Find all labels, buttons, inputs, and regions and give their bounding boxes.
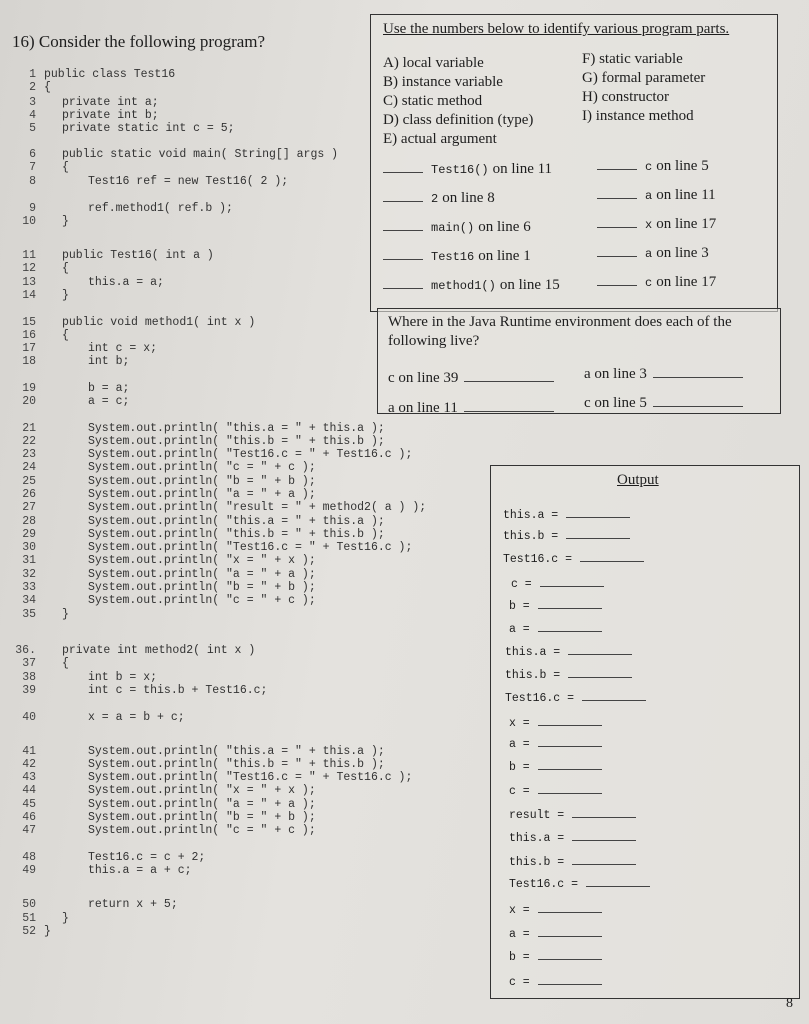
output-label: Test16.c = [503, 553, 573, 566]
code-line [10, 249, 214, 262]
line-number: 42 [22, 758, 36, 771]
code-text: private static int c = 5; [62, 122, 235, 135]
output-label: b = [509, 600, 530, 613]
code-text: public class Test16 [44, 68, 176, 81]
code-line [10, 96, 159, 109]
code-line [10, 435, 385, 448]
output-line [509, 757, 602, 775]
code-text: { [44, 81, 51, 94]
output-line [509, 947, 602, 965]
runtime-item [388, 397, 554, 417]
code-text: { [62, 262, 69, 275]
line-number: 50 [22, 898, 36, 911]
answer-blank[interactable] [538, 900, 602, 913]
output-line [509, 874, 650, 892]
code-text: System.out.println( "this.a = " + this.a ); [88, 422, 385, 435]
part-code: 2 [431, 192, 439, 206]
code-text: System.out.println( "this.b = " + this.b ); [88, 528, 385, 541]
answer-blank[interactable] [538, 596, 602, 609]
code-text: x = a = b + c; [88, 711, 185, 724]
line-number: 31 [22, 554, 36, 567]
part-item [383, 245, 531, 265]
part-code: a [645, 247, 653, 261]
answer-blank[interactable] [597, 242, 637, 257]
line-number: 37 [22, 657, 36, 670]
line-number: 14 [22, 289, 36, 302]
line-number: 32 [22, 568, 36, 581]
line-number: 48 [22, 851, 36, 864]
legend-item: D) class definition (type) [383, 112, 534, 128]
legend-item: B) instance variable [383, 74, 503, 90]
code-line [10, 554, 316, 567]
part-code: method1() [431, 279, 496, 293]
code-line [10, 382, 130, 395]
legend-item: I) instance method [582, 108, 694, 124]
code-line [10, 122, 235, 135]
output-line [509, 805, 636, 823]
code-line [10, 644, 256, 657]
answer-blank[interactable] [586, 874, 650, 887]
code-line [10, 355, 130, 368]
line-number: 18 [22, 355, 36, 368]
code-text: b = a; [88, 382, 130, 395]
question-title: 16) Consider the following program? [12, 32, 266, 51]
code-line [10, 202, 233, 215]
output-line [503, 526, 630, 544]
code-text: Test16 ref = new Test16( 2 ); [88, 175, 289, 188]
code-line [10, 475, 316, 488]
answer-blank[interactable] [566, 526, 630, 539]
code-line [10, 81, 51, 94]
part-text: on line 17 [656, 216, 717, 232]
output-label: x = [509, 717, 530, 730]
runtime-item-label: a on line 11 [388, 400, 458, 416]
answer-blank[interactable] [572, 852, 636, 865]
line-number: 9 [29, 202, 36, 215]
answer-blank[interactable] [580, 549, 644, 562]
code-text: int c = x; [88, 342, 158, 355]
answer-blank[interactable] [568, 642, 632, 655]
code-text: private int method2( int x ) [62, 644, 256, 657]
code-text: System.out.println( "c = " + c ); [88, 461, 316, 474]
code-text: System.out.println( "x = " + x ); [88, 554, 316, 567]
output-label: this.a = [505, 646, 561, 659]
part-item [597, 242, 709, 262]
output-label: result = [509, 809, 565, 822]
part-text: on line 11 [492, 161, 553, 177]
answer-blank[interactable] [538, 734, 602, 747]
answer-blank[interactable] [464, 397, 554, 412]
code-text: int b = x; [88, 671, 158, 684]
line-number: 52 [22, 925, 36, 938]
code-line [10, 608, 69, 621]
part-text: on line 3 [656, 245, 709, 261]
output-line [509, 781, 602, 799]
line-number: 30 [22, 541, 36, 554]
answer-blank[interactable] [568, 665, 632, 678]
code-text: System.out.println( "this.a = " + this.a ); [88, 745, 385, 758]
code-text: System.out.println( "b = " + b ); [88, 581, 316, 594]
code-text: } [62, 912, 69, 925]
answer-blank[interactable] [597, 155, 637, 170]
line-number: 33 [22, 581, 36, 594]
answer-blank[interactable] [566, 505, 630, 518]
code-text: System.out.println( "this.a = " + this.a ); [88, 515, 385, 528]
line-number: 10 [22, 215, 36, 228]
code-text: ref.method1( ref.b ); [88, 202, 233, 215]
answer-blank[interactable] [582, 688, 646, 701]
code-line [10, 215, 69, 228]
output-line [509, 713, 602, 731]
code-text: { [62, 657, 69, 670]
code-line [10, 461, 316, 474]
answer-blank[interactable] [538, 619, 602, 632]
answer-blank[interactable] [653, 392, 743, 407]
code-text: System.out.println( "Test16.c = " + Test16.c ); [88, 541, 413, 554]
line-number: 19 [22, 382, 36, 395]
part-item [597, 213, 716, 233]
code-line [10, 148, 339, 161]
output-box [490, 465, 800, 999]
code-text: System.out.println( "a = " + a ); [88, 798, 316, 811]
code-line [10, 161, 69, 174]
code-text: } [44, 925, 51, 938]
line-number: 51 [22, 912, 36, 925]
runtime-item [584, 363, 743, 383]
output-label: x = [509, 904, 530, 917]
output-label: a = [509, 928, 530, 941]
part-item [383, 158, 552, 178]
output-label: this.b = [509, 856, 565, 869]
code-text: public void method1( int x ) [62, 316, 256, 329]
output-label: Test16.c = [509, 878, 579, 891]
code-line [10, 798, 316, 811]
line-number: 15 [22, 316, 36, 329]
code-text: a = c; [88, 395, 130, 408]
code-text: System.out.println( "result = " + method2( a ) ); [88, 501, 427, 514]
program-parts-box [370, 14, 778, 312]
code-line [10, 898, 178, 911]
part-code: main() [431, 221, 475, 235]
code-text: private int a; [62, 96, 159, 109]
part-code: Test16 [431, 250, 475, 264]
line-number: 4 [29, 109, 36, 122]
line-number: 3 [29, 96, 36, 109]
answer-blank[interactable] [538, 947, 602, 960]
code-text: { [62, 329, 69, 342]
part-code: c [645, 160, 653, 174]
code-text: System.out.println( "b = " + b ); [88, 475, 316, 488]
part-code: a [645, 189, 653, 203]
runtime-item [584, 392, 743, 412]
output-line [505, 665, 632, 683]
line-number: 34 [22, 594, 36, 607]
code-line [10, 422, 385, 435]
code-line [10, 912, 69, 925]
code-text: System.out.println( "Test16.c = " + Test16.c ); [88, 448, 413, 461]
code-line [10, 581, 316, 594]
code-line [10, 68, 176, 81]
code-line [10, 851, 206, 864]
answer-blank[interactable] [540, 574, 604, 587]
output-label: this.b = [505, 669, 561, 682]
line-number: 46 [22, 811, 36, 824]
code-line [10, 316, 256, 329]
legend-item: C) static method [383, 93, 483, 109]
code-line [10, 528, 385, 541]
code-text: int c = this.b + Test16.c; [88, 684, 268, 697]
part-text: on line 11 [656, 187, 716, 203]
code-text: System.out.println( "b = " + b ); [88, 811, 316, 824]
line-number: 39 [22, 684, 36, 697]
output-line [509, 924, 602, 942]
output-label: a = [509, 623, 530, 636]
line-number: 6 [29, 148, 36, 161]
code-line [10, 824, 316, 837]
code-line [10, 289, 69, 302]
runtime-item [388, 367, 554, 387]
page-number: 8 [786, 996, 793, 1011]
line-number: 23 [22, 448, 36, 461]
part-item [597, 184, 716, 204]
code-text: public static void main( String[] args ) [62, 148, 339, 161]
parts-box-header: Use the numbers below to identify various program parts. [383, 21, 730, 37]
part-text: on line 1 [478, 248, 531, 264]
line-number: 21 [22, 422, 36, 435]
code-text: private int b; [62, 109, 159, 122]
answer-blank[interactable] [572, 805, 636, 818]
line-number: 40 [22, 711, 36, 724]
runtime-item-label: c on line 5 [584, 395, 647, 411]
code-text: System.out.println( "this.b = " + this.b ); [88, 758, 385, 771]
code-line [10, 771, 413, 784]
line-number: 38 [22, 671, 36, 684]
line-number: 13 [22, 276, 36, 289]
output-label: this.b = [503, 530, 559, 543]
line-number: 22 [22, 435, 36, 448]
legend-item: H) constructor [582, 89, 670, 105]
line-number: 29 [22, 528, 36, 541]
code-text: Test16.c = c + 2; [88, 851, 206, 864]
code-text: { [62, 161, 69, 174]
line-number: 8 [29, 175, 36, 188]
line-number: 25 [22, 475, 36, 488]
line-number: 49 [22, 864, 36, 877]
line-number: 28 [22, 515, 36, 528]
line-number: 11 [22, 249, 36, 262]
line-number: 44 [22, 784, 36, 797]
runtime-item-label: c on line 39 [388, 370, 459, 386]
answer-blank[interactable] [538, 757, 602, 770]
line-number: 5 [29, 122, 36, 135]
output-label: c = [511, 578, 532, 591]
code-line [10, 684, 268, 697]
output-label: c = [509, 976, 530, 989]
output-label: b = [509, 951, 530, 964]
output-line [505, 642, 632, 660]
line-number: 35 [22, 608, 36, 621]
legend-item: A) local variable [383, 55, 484, 71]
code-line [10, 488, 316, 501]
answer-blank[interactable] [383, 216, 423, 231]
line-number: 1 [29, 68, 36, 81]
code-line [10, 594, 316, 607]
part-item [597, 155, 709, 175]
line-number: 2 [29, 81, 36, 94]
code-line [10, 784, 316, 797]
part-text: on line 15 [499, 277, 560, 293]
answer-blank[interactable] [383, 274, 423, 289]
output-line [509, 900, 602, 918]
code-line [10, 568, 316, 581]
answer-blank[interactable] [538, 781, 602, 794]
code-line [10, 758, 385, 771]
code-text: this.a = a + c; [88, 864, 192, 877]
legend-item: F) static variable [582, 51, 683, 67]
line-number: 43 [22, 771, 36, 784]
line-number: 41 [22, 745, 36, 758]
part-item [383, 274, 560, 294]
answer-blank[interactable] [538, 924, 602, 937]
code-line [10, 925, 51, 938]
code-line [10, 811, 316, 824]
answer-blank[interactable] [572, 828, 636, 841]
output-label: a = [509, 738, 530, 751]
code-line [10, 276, 164, 289]
part-code: c [645, 276, 653, 290]
legend-item: G) formal parameter [582, 70, 706, 86]
code-text: System.out.println( "a = " + a ); [88, 488, 316, 501]
output-line [505, 688, 646, 706]
output-line [509, 972, 602, 990]
answer-blank[interactable] [597, 271, 637, 286]
output-line [509, 734, 602, 752]
line-number: 24 [22, 461, 36, 474]
part-item [383, 187, 495, 207]
code-text: return x + 5; [88, 898, 178, 911]
line-number: 26 [22, 488, 36, 501]
answer-blank[interactable] [653, 363, 743, 378]
code-text: System.out.println( "x = " + x ); [88, 784, 316, 797]
output-line [509, 596, 602, 614]
code-text: System.out.println( "Test16.c = " + Test16.c ); [88, 771, 413, 784]
line-number: 20 [22, 395, 36, 408]
line-number: 45 [22, 798, 36, 811]
legend-item: E) actual argument [383, 131, 497, 147]
part-code: Test16() [431, 163, 489, 177]
answer-blank[interactable] [383, 245, 423, 260]
code-line [10, 395, 130, 408]
part-code: x [645, 218, 653, 232]
code-text: } [62, 215, 69, 228]
code-text: } [62, 608, 69, 621]
code-line [10, 262, 69, 275]
code-line [10, 657, 69, 670]
code-text: public Test16( int a ) [62, 249, 214, 262]
runtime-box [377, 308, 781, 414]
code-line [10, 175, 289, 188]
answer-blank[interactable] [383, 187, 423, 202]
answer-blank[interactable] [597, 213, 637, 228]
runtime-item-label: a on line 3 [584, 366, 647, 382]
code-line [10, 864, 192, 877]
code-line [10, 448, 413, 461]
code-text: System.out.println( "a = " + a ); [88, 568, 316, 581]
code-line [10, 745, 385, 758]
code-line [10, 671, 158, 684]
code-text: } [62, 289, 69, 302]
output-label: this.a = [509, 832, 565, 845]
line-number: 17 [22, 342, 36, 355]
code-text: int b; [88, 355, 130, 368]
output-line [503, 505, 630, 523]
part-text: on line 8 [442, 190, 495, 206]
code-line [10, 109, 159, 122]
part-text: on line 5 [656, 158, 709, 174]
code-line [10, 501, 427, 514]
answer-blank[interactable] [538, 972, 602, 985]
code-line [10, 515, 385, 528]
output-title: Output [617, 472, 659, 488]
part-item [597, 271, 716, 291]
code-text: System.out.println( "c = " + c ); [88, 594, 316, 607]
output-line [503, 549, 644, 567]
code-line [10, 329, 69, 342]
line-number: 7 [29, 161, 36, 174]
output-line [509, 619, 602, 637]
answer-blank[interactable] [464, 367, 554, 382]
line-number: 36. [15, 644, 36, 657]
part-text: on line 17 [656, 274, 717, 290]
output-label: this.a = [503, 509, 559, 522]
answer-blank[interactable] [383, 158, 423, 173]
code-line [10, 342, 158, 355]
line-number: 47 [22, 824, 36, 837]
code-line [10, 711, 185, 724]
line-number: 27 [22, 501, 36, 514]
output-label: b = [509, 761, 530, 774]
answer-blank[interactable] [597, 184, 637, 199]
code-text: this.a = a; [88, 276, 164, 289]
output-label: Test16.c = [505, 692, 575, 705]
part-item [383, 216, 531, 236]
runtime-question: Where in the Java Runtime environment does each of the following live? [388, 314, 732, 349]
output-line [509, 852, 636, 870]
line-number: 16 [22, 329, 36, 342]
code-line [10, 541, 413, 554]
output-line [511, 574, 604, 592]
code-text: System.out.println( "this.b = " + this.b ); [88, 435, 385, 448]
code-text: System.out.println( "c = " + c ); [88, 824, 316, 837]
part-text: on line 6 [478, 219, 531, 235]
answer-blank[interactable] [538, 713, 602, 726]
output-label: c = [509, 785, 530, 798]
line-number: 12 [22, 262, 36, 275]
output-line [509, 828, 636, 846]
